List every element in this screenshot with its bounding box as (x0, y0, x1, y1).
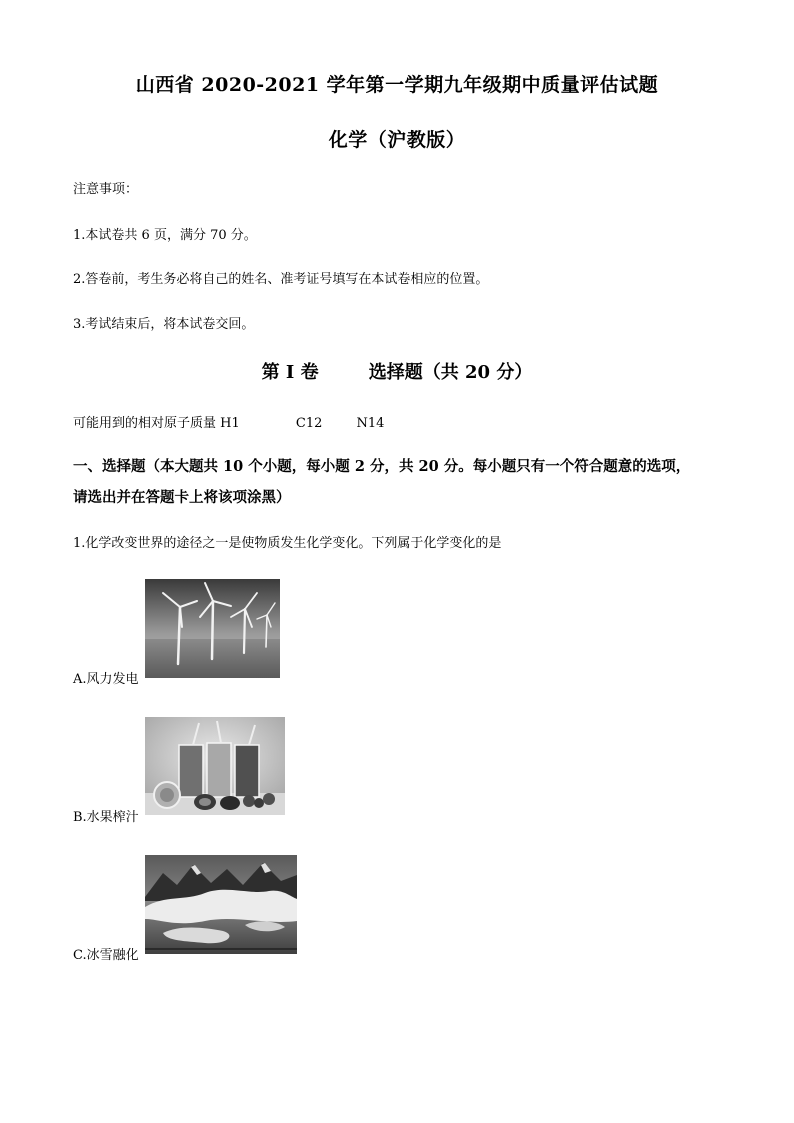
atomic-mass-h: 可能用到的相对原子质量 H1 (73, 416, 240, 431)
atomic-mass-c: C12 (295, 416, 323, 431)
notice-item-2: 2.答卷前，考生务必将自己的姓名、准考证号填写在本试卷相应的位置。 (73, 272, 489, 287)
melting-ice-image (145, 855, 297, 954)
instruction-line-2: 请选出并在答题卡上将该项涂黑） (73, 489, 291, 506)
option-b-label: B.水果榨汁 (73, 810, 139, 825)
atomic-mass-n: N14 (356, 416, 385, 431)
instruction-line-1: 一、选择题（本大题共 10 个小题，每小题 2 分，共 20 分。每小题只有一个符合题意的选项， (73, 458, 691, 475)
question-1-stem: 1.化学改变世界的途径之一是使物质发生化学变化。下列属于化学变化的是 (73, 536, 502, 551)
exam-subtitle: 化学（沪教版） (328, 129, 466, 151)
section-title: 第 Ⅰ 卷 选择题（共 20 分） (261, 362, 533, 383)
fruit-juice-image (145, 717, 285, 815)
exam-title: 山西省 2020-2021 学年第一学期九年级期中质量评估试题 (135, 74, 659, 96)
notice-item-1: 1.本试卷共 6 页，满分 70 分。 (73, 228, 257, 243)
notice-heading: 注意事项： (73, 182, 139, 197)
option-c-label: C.冰雪融化 (73, 948, 139, 963)
wind-turbines-image (145, 579, 280, 678)
option-a-label: A.风力发电 (73, 672, 139, 687)
notice-item-3: 3.考试结束后，将本试卷交回。 (73, 317, 255, 332)
atomic-mass-line (73, 412, 384, 431)
